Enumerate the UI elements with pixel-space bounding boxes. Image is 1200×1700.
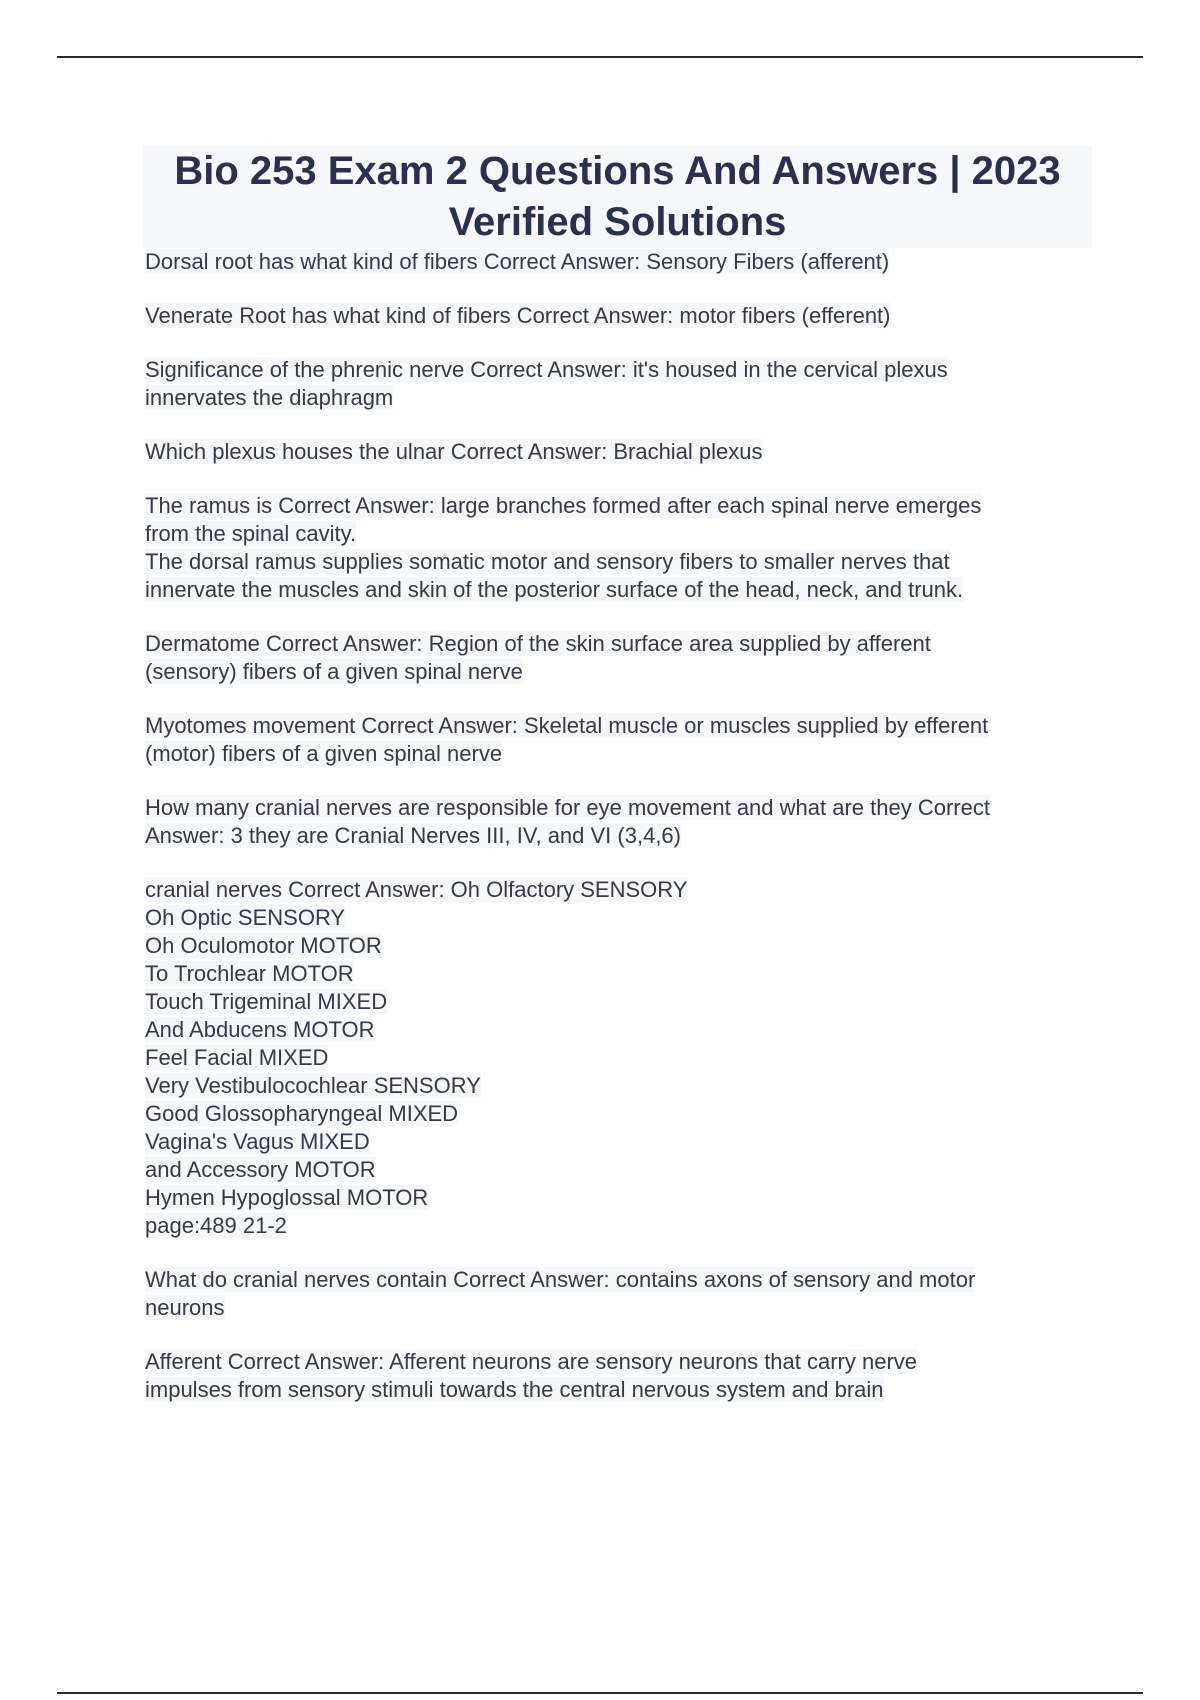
qa-entry-phrenic-nerve: Significance of the phrenic nerve Correct Answer: it's housed in the cervical plexus innervates the diaphragm	[145, 357, 948, 410]
qa-entry-eye-movement: How many cranial nerves are responsible for eye movement and what are they Correct Answer: 3 they are Cranial Nerves III, IV, and VI (3,4,6)	[145, 795, 990, 848]
bottom-rule	[57, 1692, 1143, 1694]
qa-entry-dorsal-root: Dorsal root has what kind of fibers Correct Answer: Sensory Fibers (afferent)	[145, 249, 890, 274]
qa-entry-cranial-nerves: cranial nerves Correct Answer: Oh Olfactory SENSORY Oh Optic SENSORY Oh Oculomotor MOTOR To Trochlear MOTOR Touch Trigeminal MIXED And Abducens MOTOR Feel Facial MIXED Very Vestibulocochlear SENSORY Good Glossopharyngeal MIXED Vagina's Vagus MIXED and Accessory MOTOR Hymen Hypoglossal MOTOR page:489 21-2	[145, 877, 688, 1238]
qa-entry-myotomes: Myotomes movement Correct Answer: Skeletal muscle or muscles supplied by efferent (motor) fibers of a given spinal nerve	[145, 713, 989, 766]
document-title: Bio 253 Exam 2 Questions And Answers | 2023 Verified Solutions	[174, 149, 1061, 244]
qa-entry-dermatome: Dermatome Correct Answer: Region of the skin surface area supplied by afferent (sensory) fibers of a given spinal nerve	[145, 631, 931, 684]
top-rule	[57, 56, 1143, 58]
qa-entry-ramus: The ramus is Correct Answer: large branches formed after each spinal nerve emerges from the spinal cavity. The dorsal ramus supplies somatic motor and sensory fibers to smaller nerves that innervate the muscles and skin of the posterior surface of the head, neck, and trunk.	[145, 493, 982, 602]
qa-entry-afferent: Afferent Correct Answer: Afferent neurons are sensory neurons that carry nerve impulses from sensory stimuli towards the central nervous system and brain	[145, 1349, 918, 1402]
qa-list	[145, 248, 1090, 1430]
qa-entry-venerate-root: Venerate Root has what kind of fibers Correct Answer: motor fibers (efferent)	[145, 303, 891, 328]
title-block	[143, 146, 1092, 248]
qa-entry-cranial-contents: What do cranial nerves contain Correct Answer: contains axons of sensory and motor neurons	[145, 1267, 976, 1320]
qa-entry-ulnar-plexus: Which plexus houses the ulnar Correct Answer: Brachial plexus	[145, 439, 763, 464]
